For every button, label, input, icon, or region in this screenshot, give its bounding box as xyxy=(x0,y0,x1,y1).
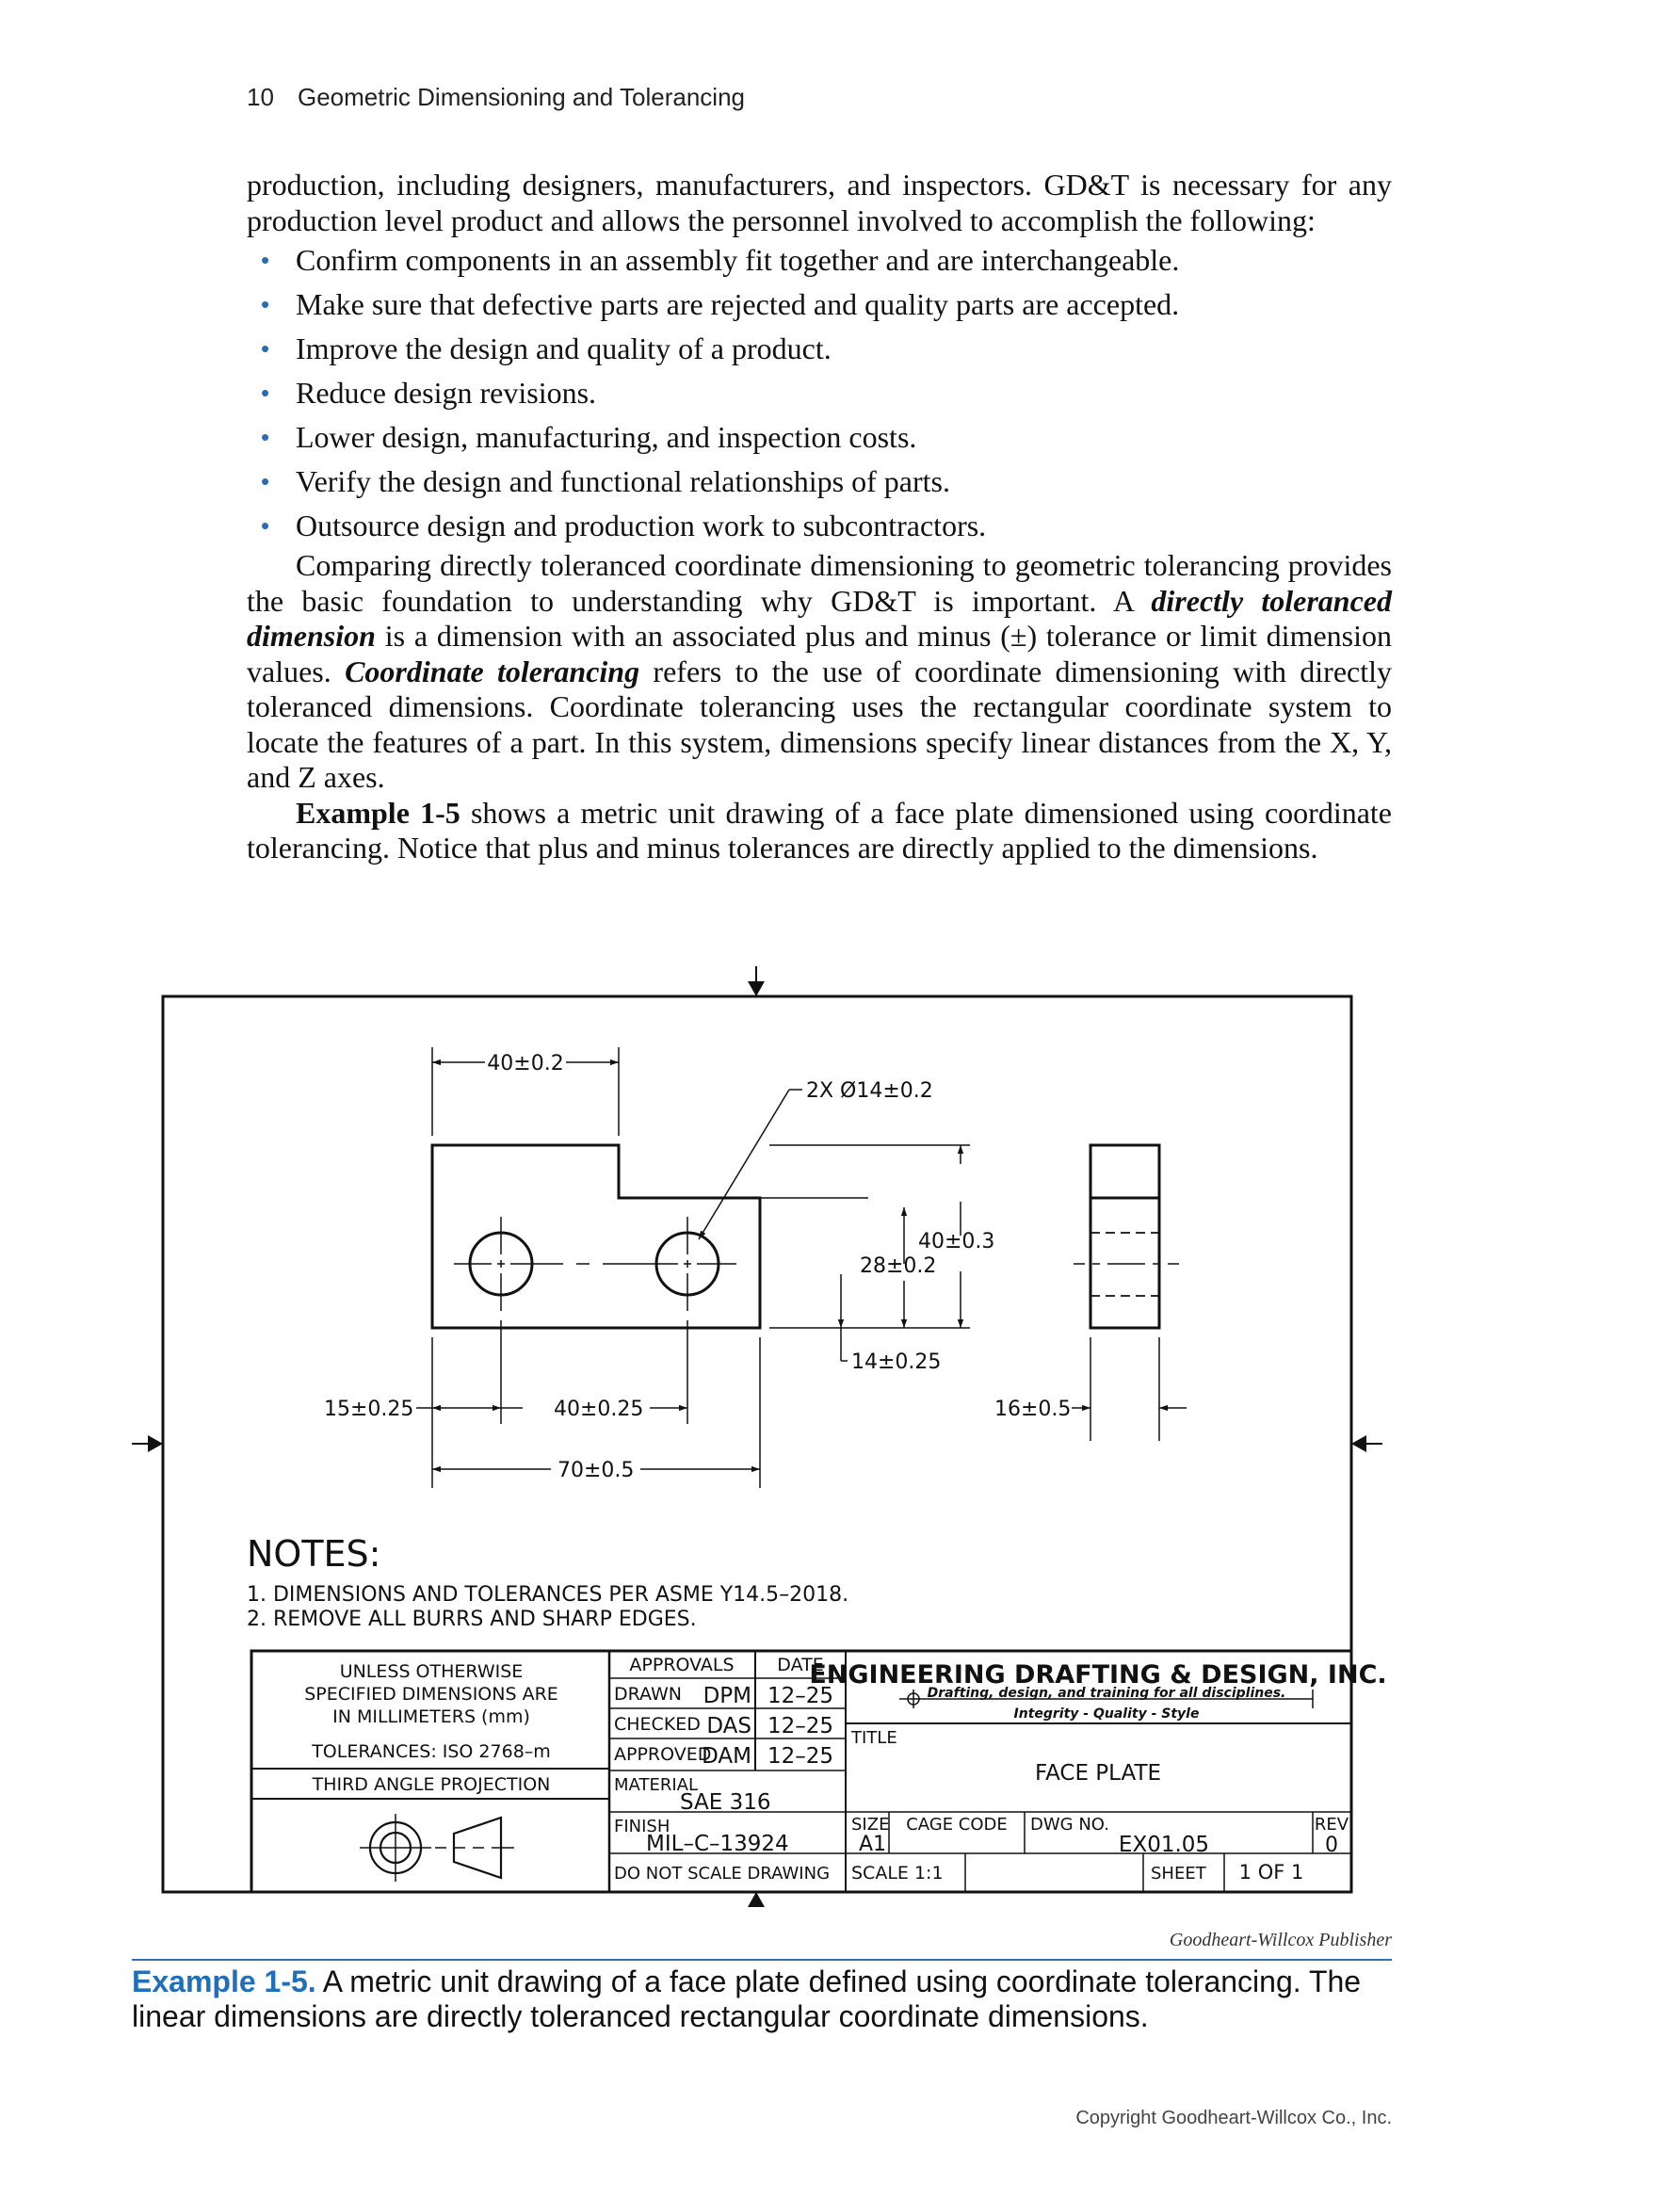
bullet-icon: • xyxy=(261,334,270,363)
tb-material-label: MATERIAL xyxy=(614,1775,698,1795)
notes-title: NOTES: xyxy=(247,1533,381,1575)
tb-finish-label: FINISH xyxy=(614,1817,670,1836)
bullet-icon: • xyxy=(261,467,270,495)
bullet-icon: • xyxy=(261,379,270,407)
centering-marks xyxy=(132,966,1382,1907)
dim-top-width: 40±0.2 xyxy=(487,1052,564,1075)
tb-drawn-label: DRAWN xyxy=(614,1684,683,1705)
caption-text: A metric unit drawing of a face plate defined using coordinate tolerancing. The linear dimensions are directly toleranced rectangular coordinate dimensions. xyxy=(132,1965,1362,2033)
extension-lines xyxy=(432,1047,1159,1488)
image-credit: Goodheart-Willcox Publisher xyxy=(1169,1930,1392,1950)
tb-unless-1: UNLESS OTHERWISE xyxy=(339,1661,524,1682)
tb-scale: SCALE 1:1 xyxy=(851,1863,944,1884)
tb-cage-label: CAGE CODE xyxy=(906,1815,1008,1835)
caption-label: Example 1-5. xyxy=(132,1965,316,1998)
paragraph-tolerancing: Comparing directly toleranced coordinate dimensioning to geometric tolerancing provides the basic foundation to understanding why GD&T is important. A directly toleranced dimension is a dimension with an associated plus and minus (±) tolerance or limit dimension values. Coordinate tolerancing refers to the use of coordinate dimensioning with directly toleranced dimensions. Coordinate tolerancing uses the rectangular coordinate system to locate the features of a part. In this system, dimensions specify linear distances from the X, Y, and Z axes. xyxy=(247,548,1393,794)
figure-caption xyxy=(132,1965,1394,2034)
list-item: • Verify the design and functional relationships of parts. xyxy=(247,460,1392,504)
paragraph-example-ref: Example 1-5 shows a metric unit drawing of a face plate dimensioned using coordinate tolerancing. Notice that plus and minus tolerances are directly applied to the dimensions. xyxy=(247,795,1393,865)
tb-drawn-by: DPM xyxy=(703,1684,751,1708)
side-view-outline xyxy=(1090,1145,1159,1328)
tb-sheet: 1 OF 1 xyxy=(1238,1861,1304,1884)
tb-approved-date: 12–25 xyxy=(767,1744,834,1769)
note-2: 2. REMOVE ALL BURRS AND SHARP EDGES. xyxy=(247,1608,697,1631)
tb-approvals: APPROVALS xyxy=(629,1655,735,1675)
tb-size-label: SIZE xyxy=(851,1815,890,1835)
tb-no-scale: DO NOT SCALE DRAWING xyxy=(614,1864,831,1884)
tb-unless-2: SPECIFIED DIMENSIONS ARE xyxy=(304,1684,558,1705)
bullet-icon: • xyxy=(261,511,270,540)
dim-step-x: 14±0.25 xyxy=(851,1350,942,1374)
dim-thickness: 16±0.5 xyxy=(994,1398,1072,1421)
tb-checked-date: 12–25 xyxy=(767,1714,834,1738)
tb-rev: 0 xyxy=(1325,1834,1338,1857)
term-directly-toleranced: directly toleranced dimension xyxy=(247,583,1393,653)
bullet-icon: • xyxy=(261,246,270,274)
projection-symbol-icon xyxy=(360,1814,514,1882)
caption-rule xyxy=(132,1959,1392,1961)
tb-projection: THIRD ANGLE PROJECTION xyxy=(312,1774,551,1795)
tb-dwg-label: DWG NO. xyxy=(1030,1815,1109,1835)
tb-title: FACE PLATE xyxy=(1034,1761,1162,1786)
list-item: • Make sure that defective parts are rejected and quality parts are accepted. xyxy=(247,283,1392,327)
list-item: • Reduce design revisions. xyxy=(247,371,1392,415)
tb-checked-label: CHECKED xyxy=(614,1714,701,1735)
tb-rev-label: REV xyxy=(1314,1815,1349,1835)
list-item: • Outsource design and production work to subcontractors. xyxy=(247,504,1392,548)
front-view-outline xyxy=(432,1145,760,1328)
bullet-icon: • xyxy=(261,290,270,318)
centerlines xyxy=(454,1217,1179,1311)
list-item: • Improve the design and quality of a product. xyxy=(247,327,1392,371)
dim-hole-y: 28±0.2 xyxy=(860,1254,937,1278)
tb-approved-by: DAM xyxy=(702,1744,751,1769)
copyright: Copyright Goodheart-Willcox Co., Inc. xyxy=(1075,2108,1392,2128)
tb-approved-label: APPROVED xyxy=(614,1744,712,1765)
dim-hole-spacing: 40±0.25 xyxy=(554,1398,644,1421)
dim-hole-callout: 2X Ø14±0.2 xyxy=(806,1079,933,1103)
tb-unless-3: IN MILLIMETERS (mm) xyxy=(332,1706,530,1727)
list-item: • Confirm components in an assembly fit together and are interchangeable. xyxy=(247,238,1392,283)
dim-height: 40±0.3 xyxy=(918,1230,995,1253)
list-item: • Lower design, manufacturing, and inspection costs. xyxy=(247,415,1392,460)
tb-company: ENGINEERING DRAFTING & DESIGN, INC. xyxy=(809,1660,1387,1690)
page-number: 10 xyxy=(247,83,274,111)
tb-sheet-label: SHEET xyxy=(1151,1864,1206,1884)
note-1: 1. DIMENSIONS AND TOLERANCES PER ASME Y14.5–2018. xyxy=(247,1583,849,1607)
tb-dwg-no: EX01.05 xyxy=(1118,1833,1210,1857)
tb-tolerances: TOLERANCES: ISO 2768–m xyxy=(312,1741,551,1762)
tb-title-label: TITLE xyxy=(851,1728,897,1748)
tb-company-motto: Integrity - Quality - Style xyxy=(1013,1706,1200,1722)
tb-size: A1 xyxy=(859,1833,887,1856)
term-coordinate-tolerancing: Coordinate tolerancing xyxy=(345,654,640,688)
tb-checked-by: DAS xyxy=(706,1714,751,1738)
tb-date: DATE xyxy=(777,1655,824,1675)
tb-finish: MIL–C–13924 xyxy=(646,1832,789,1856)
tb-material: SAE 316 xyxy=(680,1790,771,1815)
dim-overall-width: 70±0.5 xyxy=(557,1459,635,1482)
tb-drawn-date: 12–25 xyxy=(767,1684,834,1708)
tb-company-tagline: Drafting, design, and training for all disciplines. xyxy=(927,1686,1286,1701)
running-title: Geometric Dimensioning and Tolerancing xyxy=(298,83,745,111)
example-ref: Example 1-5 xyxy=(296,795,460,830)
dim-hole1-x: 15±0.25 xyxy=(324,1398,414,1421)
intro-paragraph: production, including designers, manufacturers, and inspectors. GD&T is necessary for any production level product and allows the personnel involved to accomplish the following: xyxy=(247,168,1392,237)
bullet-icon: • xyxy=(261,423,270,451)
